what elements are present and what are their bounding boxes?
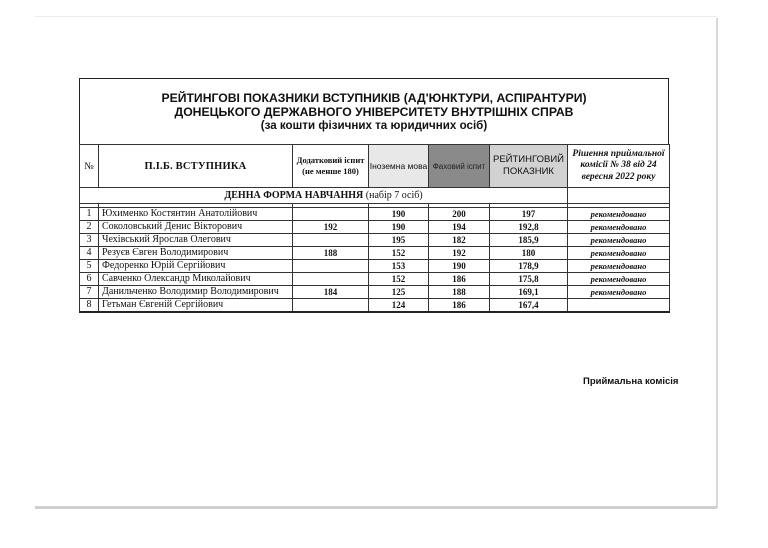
row-name: Юхименко Костянтин Анатолійович xyxy=(99,208,293,221)
row-foreign-language: 153 xyxy=(369,260,429,273)
row-additional-exam: 192 xyxy=(293,221,369,234)
title-line-2: ДОНЕЦЬКОГО ДЕРЖАВНОГО УНІВЕРСИТЕТУ ВНУТРІШНІХ СПРАВ xyxy=(174,105,574,119)
row-foreign-language: 195 xyxy=(369,234,429,247)
header-decision-line1: Рішення приймальної xyxy=(572,148,665,159)
section-empty-cell xyxy=(568,188,670,204)
row-specialty-exam: 192 xyxy=(429,247,490,260)
row-additional-exam xyxy=(293,234,369,247)
section-row xyxy=(80,188,670,204)
page-edge-right xyxy=(716,18,718,508)
row-name: Чехівський Ярослав Олегович xyxy=(99,234,293,247)
header-rating-line2: ПОКАЗНИК xyxy=(503,166,554,177)
page-edge-top xyxy=(35,16,717,17)
row-additional-exam: 188 xyxy=(293,247,369,260)
table-row xyxy=(80,247,670,260)
row-additional-exam xyxy=(293,208,369,221)
row-num: 6 xyxy=(80,273,99,286)
header-foreign-language: Іноземна мова xyxy=(369,145,429,188)
header-name: П.І.Б. ВСТУПНИКА xyxy=(99,145,293,188)
admission-committee-label: Приймальна комісія xyxy=(583,376,679,387)
row-rating: 175,8 xyxy=(490,273,568,286)
row-specialty-exam: 188 xyxy=(429,286,490,299)
header-rating-line1: РЕЙТИНГОВИЙ xyxy=(493,154,564,165)
header-rating xyxy=(490,145,568,188)
row-decision: рекомендовано xyxy=(568,273,670,286)
row-name: Федоренко Юрій Сергійович xyxy=(99,260,293,273)
header-decision-line2: комісії № 38 від 24 xyxy=(580,160,657,171)
row-decision: рекомендовано xyxy=(568,260,670,273)
table-row xyxy=(80,260,670,273)
table-row xyxy=(80,234,670,247)
row-rating: 167,4 xyxy=(490,299,568,313)
section-title-cell xyxy=(80,188,568,204)
row-num: 4 xyxy=(80,247,99,260)
row-decision: рекомендовано xyxy=(568,208,670,221)
header-decision xyxy=(568,145,670,188)
row-name: Савченко Олександр Миколайович xyxy=(99,273,293,286)
row-specialty-exam: 200 xyxy=(429,208,490,221)
row-foreign-language: 190 xyxy=(369,221,429,234)
row-num: 1 xyxy=(80,208,99,221)
row-num: 7 xyxy=(80,286,99,299)
row-additional-exam: 184 xyxy=(293,286,369,299)
section-note: (набір 7 осіб) xyxy=(365,190,423,201)
row-rating: 169,1 xyxy=(490,286,568,299)
row-decision xyxy=(568,299,670,313)
rating-document xyxy=(79,78,669,313)
row-decision: рекомендовано xyxy=(568,221,670,234)
row-specialty-exam: 182 xyxy=(429,234,490,247)
section-title: ДЕННА ФОРМА НАВЧАННЯ xyxy=(224,190,364,201)
header-decision-line3: вересня 2022 року xyxy=(581,171,656,182)
row-specialty-exam: 186 xyxy=(429,273,490,286)
row-foreign-language: 152 xyxy=(369,273,429,286)
row-name: Соколовський Денис Вікторович xyxy=(99,221,293,234)
header-additional-line2: (не менше 180) xyxy=(302,166,359,176)
row-decision: рекомендовано xyxy=(568,286,670,299)
row-rating: 185,9 xyxy=(490,234,568,247)
row-num: 5 xyxy=(80,260,99,273)
table-body xyxy=(80,208,670,313)
table-row xyxy=(80,221,670,234)
row-additional-exam xyxy=(293,299,369,313)
row-name: Данильченко Володимир Володимирович xyxy=(99,286,293,299)
row-additional-exam xyxy=(293,260,369,273)
row-specialty-exam: 190 xyxy=(429,260,490,273)
rating-table xyxy=(79,144,670,313)
row-name: Резуєв Євген Володимирович xyxy=(99,247,293,260)
row-decision: рекомендовано xyxy=(568,234,670,247)
row-rating: 180 xyxy=(490,247,568,260)
header-specialty-exam: Фаховий іспит xyxy=(429,145,490,188)
row-foreign-language: 190 xyxy=(369,208,429,221)
row-rating: 192,8 xyxy=(490,221,568,234)
header-num: № xyxy=(80,145,99,188)
row-specialty-exam: 194 xyxy=(429,221,490,234)
title-line-3: (за кошти фізичних та юридичних осіб) xyxy=(260,119,488,132)
table-row xyxy=(80,286,670,299)
row-foreign-language: 125 xyxy=(369,286,429,299)
document-title xyxy=(79,78,669,144)
row-foreign-language: 124 xyxy=(369,299,429,313)
title-line-1: РЕЙТИНГОВІ ПОКАЗНИКИ ВСТУПНИКІВ (АД'ЮНКТУРИ, АСПІРАНТУРИ) xyxy=(161,91,587,105)
header-additional xyxy=(293,145,369,188)
row-num: 8 xyxy=(80,299,99,313)
row-decision: рекомендовано xyxy=(568,247,670,260)
row-num: 3 xyxy=(80,234,99,247)
page-edge-bottom xyxy=(35,506,717,509)
row-additional-exam xyxy=(293,273,369,286)
header-additional-line1: Додатковий іспит xyxy=(296,155,365,165)
row-name: Гетьман Євгеній Сергійович xyxy=(99,299,293,313)
header-row xyxy=(80,145,670,188)
table-row xyxy=(80,273,670,286)
row-num: 2 xyxy=(80,221,99,234)
row-rating: 197 xyxy=(490,208,568,221)
table-row xyxy=(80,299,670,313)
table-row xyxy=(80,208,670,221)
row-foreign-language: 152 xyxy=(369,247,429,260)
row-rating: 178,9 xyxy=(490,260,568,273)
row-specialty-exam: 186 xyxy=(429,299,490,313)
